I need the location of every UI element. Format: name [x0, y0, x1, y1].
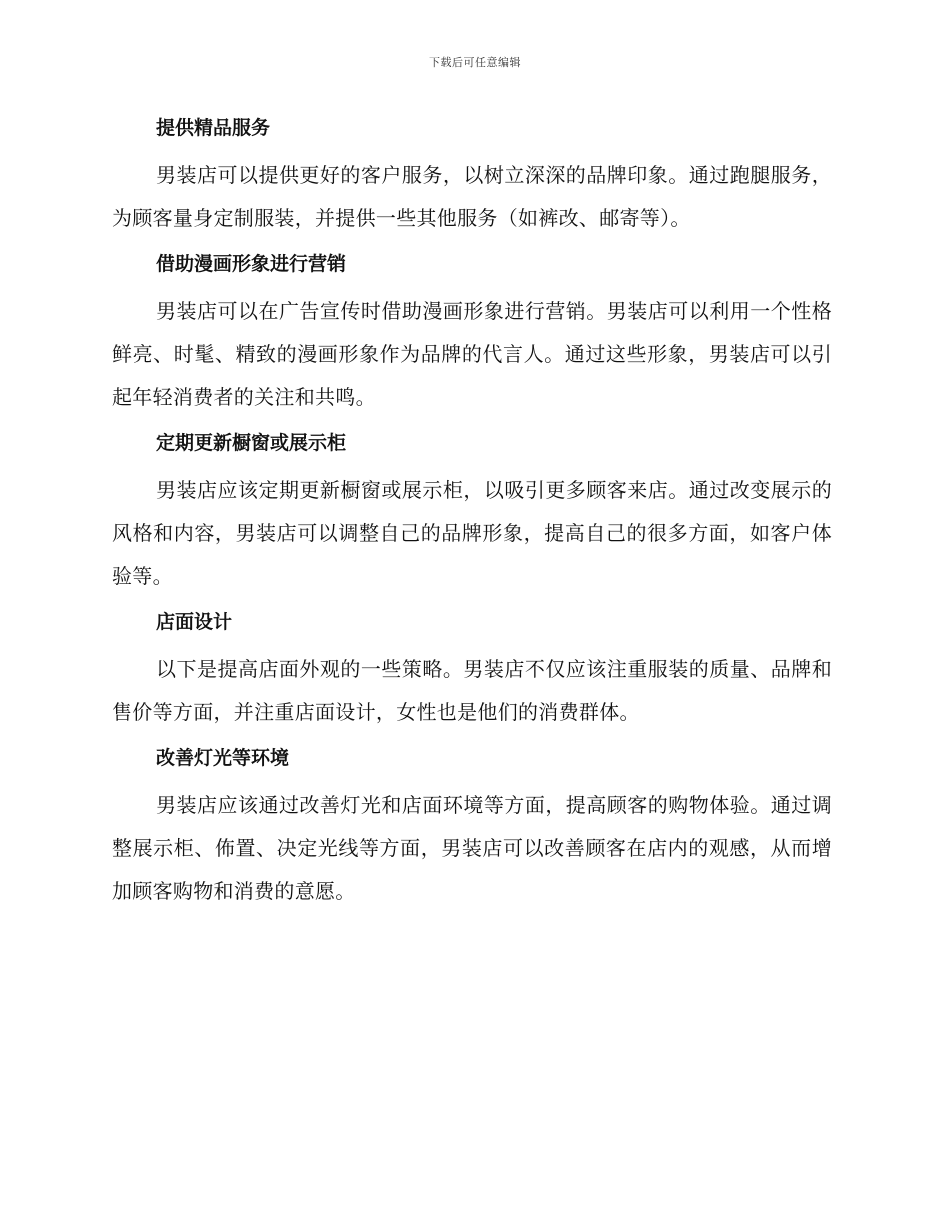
section-premium-service [112, 110, 832, 240]
section-paragraph: 男装店可以在广告宣传时借助漫画形象进行营销。男装店可以利用一个性格鲜亮、时髦、精致的漫画形象作为品牌的代言人。通过这些形象，男装店可以引起年轻消费者的关注和共鸣。 [112, 299, 832, 409]
section-paragraph: 男装店可以提供更好的客户服务，以树立深深的品牌印象。通过跑腿服务，为顾客量身定制服装，并提供一些其他服务（如裤改、邮寄等）。 [112, 163, 832, 230]
section-heading: 店面设计 [156, 611, 233, 633]
section-heading: 定期更新橱窗或展示柜 [156, 432, 347, 454]
section-heading: 借助漫画形象进行营销 [156, 253, 347, 275]
section-window-display [112, 425, 832, 598]
page-header: 下载后可任意编辑 [429, 56, 521, 69]
section-comic-marketing [112, 246, 832, 419]
section-paragraph: 以下是提高店面外观的一些策略。男装店不仅应该注重服装的质量、品牌和售价等方面，并注重店面设计，女性也是他们的消费群体。 [112, 657, 832, 724]
section-paragraph: 男装店应该通过改善灯光和店面环境等方面，提高顾客的购物体验。通过调整展示柜、佈置、决定光线等方面，男装店可以改善顾客在店内的观感，从而增加顾客购物和消费的意愿。 [112, 793, 832, 903]
section-paragraph: 男装店应该定期更新橱窗或展示柜，以吸引更多顾客来店。通过改变展示的风格和内容，男装店可以调整自己的品牌形象，提高自己的很多方面，如客户体验等。 [112, 478, 832, 588]
section-store-design [112, 604, 832, 734]
document-body [112, 110, 832, 919]
section-lighting-environment [112, 740, 832, 913]
section-heading: 改善灯光等环境 [156, 747, 290, 769]
section-heading: 提供精品服务 [156, 117, 271, 139]
